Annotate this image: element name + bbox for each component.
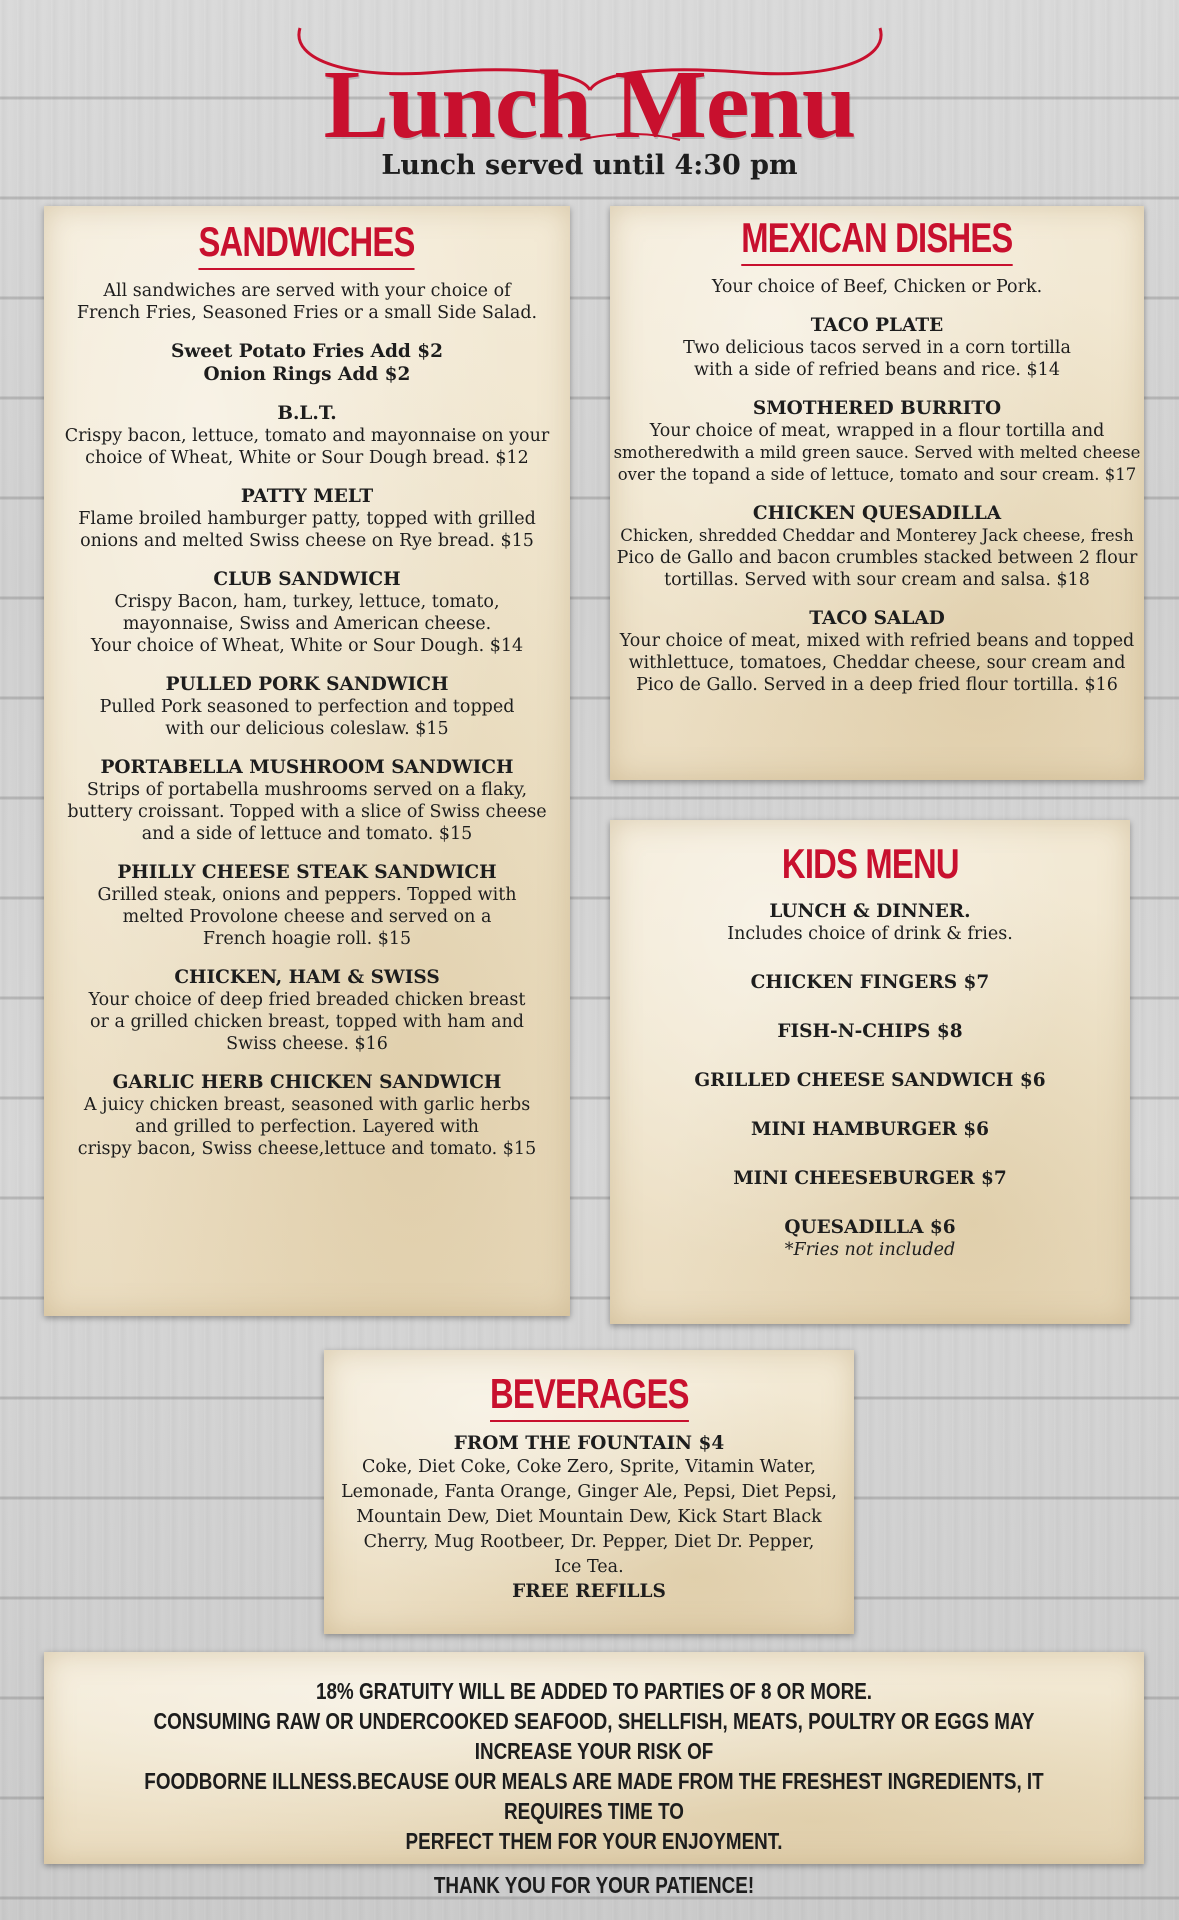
sandwiches-panel: [44, 206, 570, 1316]
kids-panel: [610, 820, 1130, 1324]
menu-item-desc: Pulled Pork seasoned to perfection and topped: [99, 697, 515, 718]
beverages-line: Cherry, Mug Rootbeer, Dr. Pepper, Diet Dr. Pepper,: [363, 1532, 815, 1553]
menu-item-desc: Flame broiled hamburger patty, topped with grilled: [78, 509, 536, 530]
beverages-panel: [324, 1350, 854, 1634]
menu-item-name: TACO SALAD: [809, 608, 945, 630]
sandwiches-addon: Sweet Potato Fries Add $2: [170, 341, 444, 363]
sandwiches-title: SANDWICHES: [199, 220, 415, 270]
menu-item-name: CHICKEN QUESADILLA: [752, 503, 1002, 525]
beverages-line: Mountain Dew, Diet Mountain Dew, Kick Start Black: [356, 1507, 822, 1528]
menu-item-desc: with our delicious coleslaw. $15: [165, 719, 449, 740]
mexican-panel: [610, 206, 1144, 780]
menu-item-desc: choice of Wheat, White or Sour Dough bread. $12: [85, 448, 529, 469]
notice-thanks: THANK YOU FOR YOUR PATIENCE!: [433, 1872, 755, 1898]
menu-item-desc: or a grilled chicken breast, topped with ham and: [89, 1012, 524, 1033]
menu-item-desc: smotheredwith a mild green sauce. Served with melted cheese: [613, 443, 1141, 463]
menu-item-desc: French hoagie roll. $15: [202, 929, 412, 950]
sandwiches-addon: Onion Rings Add $2: [203, 364, 411, 386]
menu-item-name: GARLIC HERB CHICKEN SANDWICH: [112, 1072, 502, 1094]
menu-item-desc: Chicken, shredded Cheddar and Monterey Jack cheese, fresh: [620, 526, 1134, 546]
sandwiches-intro-line: All sandwiches are served with your choice of: [103, 281, 511, 302]
page-subtitle: Lunch served until 4:30 pm: [381, 150, 798, 181]
kids-heading: LUNCH & DINNER.: [769, 901, 971, 923]
menu-item-desc: and a side of lettuce and tomato. $15: [141, 824, 473, 845]
kids-item: MINI CHEESEBURGER $7: [733, 1168, 1007, 1190]
menu-item-name: PORTABELLA MUSHROOM SANDWICH: [100, 757, 514, 779]
menu-item-name: TACO PLATE: [810, 315, 944, 337]
menu-item-desc: melted Provolone cheese and served on a: [122, 907, 492, 928]
notice-line: CONSUMING RAW OR UNDERCOOKED SEAFOOD, SHELLFISH, MEATS, POULTRY OR EGGS MAY INCREASE YOUR RISK OF: [153, 1708, 1035, 1764]
beverages-line: Lemonade, Fanta Orange, Ginger Ale, Pepsi, Diet Pepsi,: [341, 1482, 837, 1503]
page-title: Lunch Menu: [323, 51, 856, 159]
menu-item-desc: Pico de Gallo and bacon crumbles stacked between 2 flour: [616, 548, 1138, 569]
sandwiches-intro-line: French Fries, Seasoned Fries or a small Side Salad.: [76, 303, 538, 324]
menu-item-desc: Two delicious tacos served in a corn tortilla: [683, 338, 1071, 359]
menu-item-desc: buttery croissant. Topped with a slice of Swiss cheese: [67, 802, 547, 823]
notice-line: FOODBORNE ILLNESS.BECAUSE OUR MEALS ARE MADE FROM THE FRESHEST INGREDIENTS, IT REQUIRES TIME TO: [144, 1768, 1044, 1824]
mexican-title: MEXICAN DISHES: [741, 216, 1012, 266]
menu-item-name: CLUB SANDWICH: [213, 569, 401, 591]
beverages-footer: FREE REFILLS: [512, 1581, 666, 1603]
menu-item-desc: crispy bacon, Swiss cheese,lettuce and tomato. $15: [77, 1139, 537, 1160]
menu-item-desc: Grilled steak, onions and peppers. Topped with: [97, 885, 517, 906]
menu-item-name: PULLED PORK SANDWICH: [165, 674, 449, 696]
menu-item-desc: Your choice of meat, wrapped in a flour tortilla and: [649, 421, 1105, 442]
notice-panel: [44, 1652, 1144, 1898]
kids-item: FISH-N-CHIPS $8: [777, 1021, 963, 1043]
beverages-line: Coke, Diet Coke, Coke Zero, Sprite, Vitamin Water,: [362, 1457, 816, 1478]
notice-line: 18% GRATUITY WILL BE ADDED TO PARTIES OF 8 OR MORE.: [315, 1678, 873, 1704]
notice-line: PERFECT THEM FOR YOUR ENJOYMENT.: [405, 1828, 783, 1854]
mexican-intro: Your choice of Beef, Chicken or Pork.: [711, 277, 1043, 298]
menu-item-name: SMOTHERED BURRITO: [752, 398, 1002, 420]
kids-title: KIDS MENU: [781, 840, 959, 887]
menu-item-name: PATTY MELT: [240, 486, 374, 508]
menu-item-name: PHILLY CHEESE STEAK SANDWICH: [117, 862, 497, 884]
menu-item-desc: Swiss cheese. $16: [226, 1034, 388, 1055]
kids-item: MINI HAMBURGER $6: [750, 1119, 990, 1141]
menu-item-desc: Your choice of deep fried breaded chicken breast: [88, 990, 526, 1011]
menu-item-name: B.L.T.: [277, 403, 337, 425]
kids-note: *Fries not included: [784, 1240, 956, 1261]
menu-item-desc: Crispy Bacon, ham, turkey, lettuce, tomato,: [114, 592, 500, 613]
menu-item-desc: mayonnaise, Swiss and American cheese.: [122, 614, 492, 635]
menu-item-desc: Pico de Gallo. Served in a deep fried flour tortilla. $16: [636, 675, 1118, 696]
menu-item-desc: tortillas. Served with sour cream and salsa. $18: [664, 570, 1090, 591]
beverages-title: BEVERAGES: [490, 1372, 689, 1422]
menu-item-desc: over the topand a side of lettuce, tomato and sour cream. $17: [617, 465, 1137, 485]
menu-item-name: CHICKEN, HAM & SWISS: [174, 967, 440, 989]
menu-item-desc: onions and melted Swiss cheese on Rye bread. $15: [80, 531, 534, 552]
menu-item-desc: Strips of portabella mushrooms served on a flaky,: [86, 780, 528, 801]
kids-item: QUESADILLA $6: [784, 1217, 956, 1239]
beverages-heading: FROM THE FOUNTAIN $4: [453, 1433, 725, 1455]
menu-item-desc: and grilled to perfection. Layered with: [135, 1117, 479, 1138]
kids-subheading: Includes choice of drink & fries.: [727, 924, 1013, 945]
beverages-line: Ice Tea.: [554, 1557, 624, 1578]
menu-item-desc: Your choice of meat, mixed with refried beans and topped: [619, 631, 1135, 652]
menu-item-desc: Your choice of Wheat, White or Sour Dough. $14: [90, 636, 524, 657]
menu-item-desc: with a side of refried beans and rice. $14: [694, 360, 1060, 381]
kids-item: GRILLED CHEESE SANDWICH $6: [694, 1070, 1046, 1092]
menu-item-desc: withlettuce, tomatoes, Cheddar cheese, sour cream and: [628, 653, 1126, 674]
menu-item-desc: Crispy bacon, lettuce, tomato and mayonnaise on your: [64, 426, 550, 447]
kids-item: CHICKEN FINGERS $7: [750, 972, 990, 994]
menu-item-desc: A juicy chicken breast, seasoned with garlic herbs: [83, 1095, 531, 1116]
